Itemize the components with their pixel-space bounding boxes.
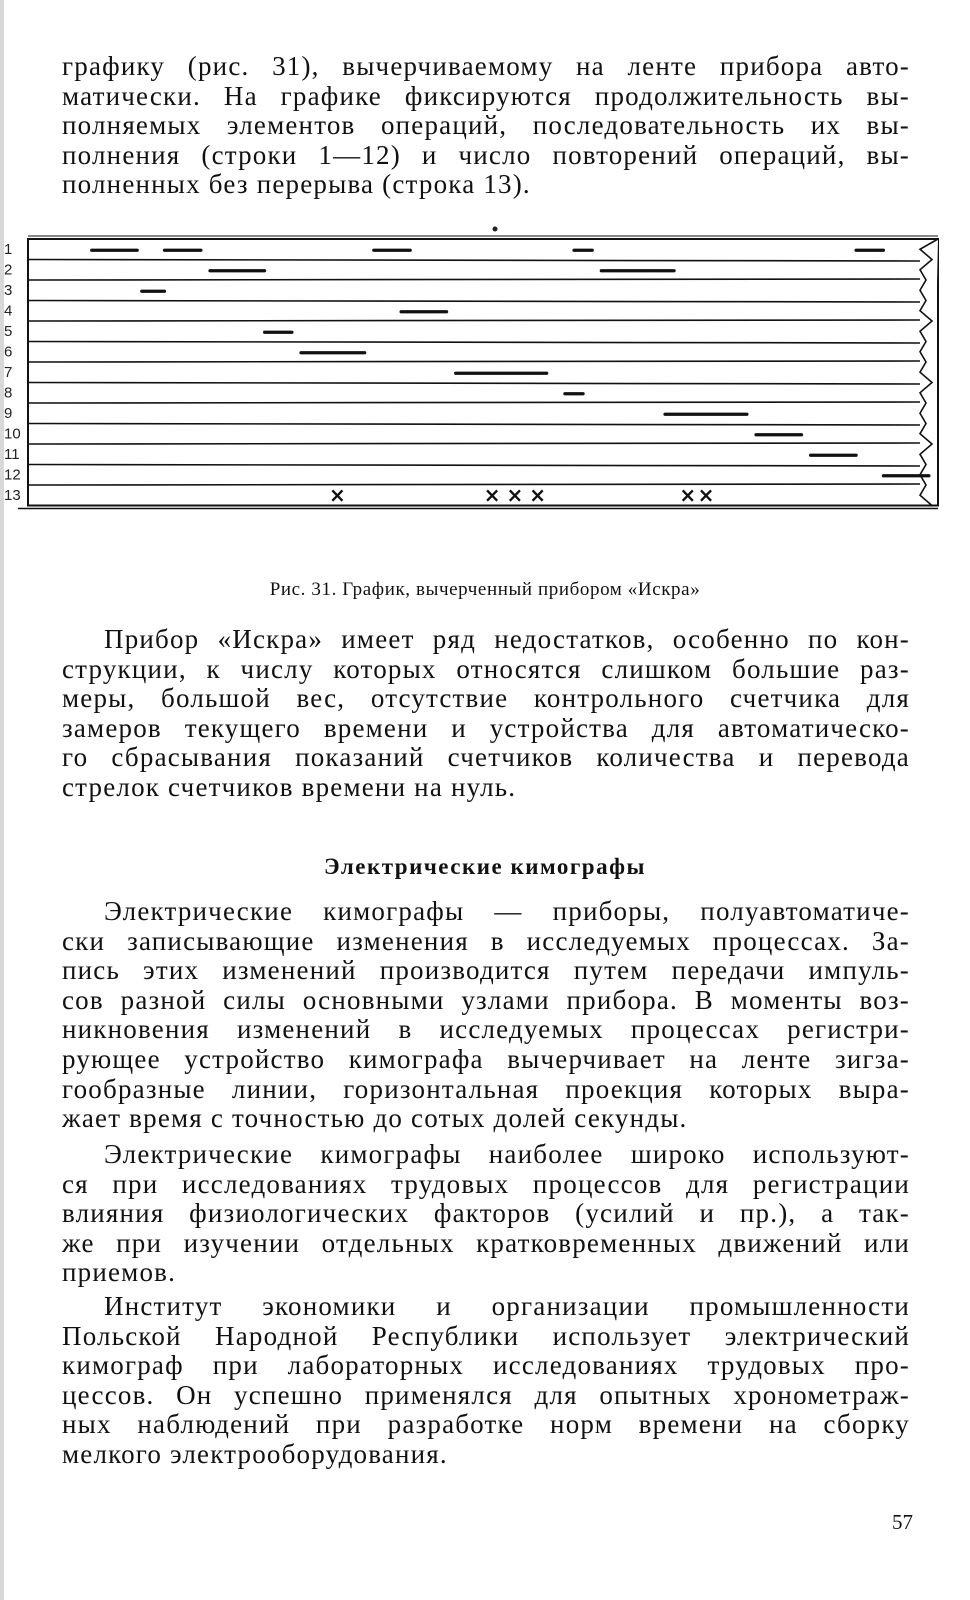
text-line: замеров текущего времени и устройства для автоматическо- (62, 712, 910, 743)
chart-row-divider (28, 402, 920, 403)
print-dot (493, 227, 498, 232)
chart-row-label: 12 (4, 466, 21, 484)
chart-tape (0, 225, 970, 535)
text-line: приемов. (62, 1257, 177, 1288)
chart-row-divider (28, 484, 920, 485)
chart-repeat-mark: × (529, 482, 546, 507)
paragraph-iskra-drawbacks (62, 625, 910, 803)
chart-row-divider (28, 424, 920, 426)
chart-row-label: 11 (4, 446, 20, 463)
text-line: полняемых элементов операций, последовательность их вы- (62, 110, 910, 141)
page-number: 57 (892, 1510, 913, 1534)
chart-row-label: 7 (4, 364, 13, 381)
figure-caption: Рис. 31. График, вычерченный прибором «Искра» (269, 579, 701, 600)
chart-row-label: 2 (4, 261, 13, 279)
text-line: влияния физиологических факторов (усилий и пр.), а так- (62, 1198, 910, 1229)
text-line: го сбрасывания показаний счетчиков количества и перевода (62, 742, 910, 773)
chart-row-label: 9 (4, 405, 13, 422)
section-heading: Электрические кимографы (324, 854, 646, 879)
text-line: ных наблюдений при разработке норм времени на сборку (62, 1409, 910, 1440)
text-line: цессов. Он успешно применялся для опытных хронометраж- (62, 1379, 910, 1410)
chart-row-label: 6 (4, 343, 13, 361)
text-line: ски записывающие изменения в исследуемых процессах. За- (62, 925, 910, 956)
chart-repeat-mark: × (483, 482, 501, 507)
text-line: сов разной силы основными узлами прибора. В моменты воз- (62, 984, 910, 1015)
text-line: гообразные линии, горизонтальная проекция которых выра- (62, 1073, 910, 1104)
text-line: же при изучении отдельных кратковременных движений или (62, 1227, 910, 1258)
text-line: Институт экономики и организации промышленности (104, 1291, 910, 1321)
chart-row-label: 8 (4, 384, 13, 402)
chart-row-divider (28, 342, 920, 344)
text-line: матически. На графике фиксируются продолжительность вы- (62, 80, 910, 111)
chart-row-divider (28, 279, 920, 280)
text-line: кимограф при лабораторных исследованиях трудовых про- (62, 1350, 910, 1381)
paragraph-intro (62, 52, 910, 200)
text-line: Электрические кимографы — приборы, полуавтоматиче- (104, 896, 910, 926)
chart-row-divider (28, 443, 920, 444)
text-line: стрелок счетчиков времени на нуль. (62, 771, 517, 802)
text-line: рующее устройство кимографа вычерчивает на ленте зигза- (62, 1043, 910, 1074)
text-line: никновения изменений в исследуемых процессах регистри- (62, 1014, 910, 1045)
chart-repeat-mark: × (329, 482, 346, 507)
chart-row-label: 5 (4, 323, 13, 340)
chart-row-divider (28, 301, 920, 303)
chart-repeat-mark: × (697, 482, 715, 507)
chart-row-divider (28, 260, 920, 262)
paragraph-kymograph-definition (62, 897, 910, 1134)
text-line: пись этих изменений производится путем передачи импуль- (62, 955, 910, 986)
chart-repeat-mark: × (679, 482, 697, 507)
chart-row-divider (28, 383, 920, 385)
text-line: полнения (строки 1—12) и число повторений операций, вы- (62, 139, 910, 170)
text-line: жает время с точностью до сотых долей секунды. (62, 1103, 688, 1134)
chart-row-divider (28, 465, 920, 467)
chart-torn-edge (920, 239, 938, 506)
chart-row-divider (28, 320, 920, 321)
chart-row-label: 1 (4, 241, 13, 258)
figure-iskra-chart (0, 225, 970, 535)
chart-row-label: 13 (4, 487, 21, 504)
chart-row-divider (28, 361, 920, 362)
text-line: Электрические кимографы наиболее широко используют- (104, 1139, 910, 1169)
text-line: струкции, к числу которых относятся слишком большие раз- (62, 653, 910, 684)
chart-row-label: 4 (4, 302, 13, 320)
text-line: ся при исследованиях трудовых процессов для регистрации (62, 1168, 910, 1199)
text-line: меры, большой вес, отсутствие контрольного счетчика для (62, 683, 910, 714)
text-line: графику (рис. 31), вычерчиваемому на ленте прибора авто- (62, 51, 910, 81)
text-line: Прибор «Искра» имеет ряд недостатков, особенно по кон- (104, 624, 910, 654)
text-line: полненных без перерыва (строка 13). (62, 169, 531, 200)
text-line: Польской Народной Республики использует электрический (62, 1320, 910, 1351)
chart-row-label: 3 (4, 282, 13, 299)
paragraph-polish-institute (62, 1292, 910, 1470)
paragraph-kymograph-usage (62, 1140, 910, 1288)
chart-row-label: 10 (4, 425, 21, 443)
chart-repeat-mark: × (506, 482, 524, 507)
text-line: мелкого электрооборудования. (62, 1438, 448, 1469)
